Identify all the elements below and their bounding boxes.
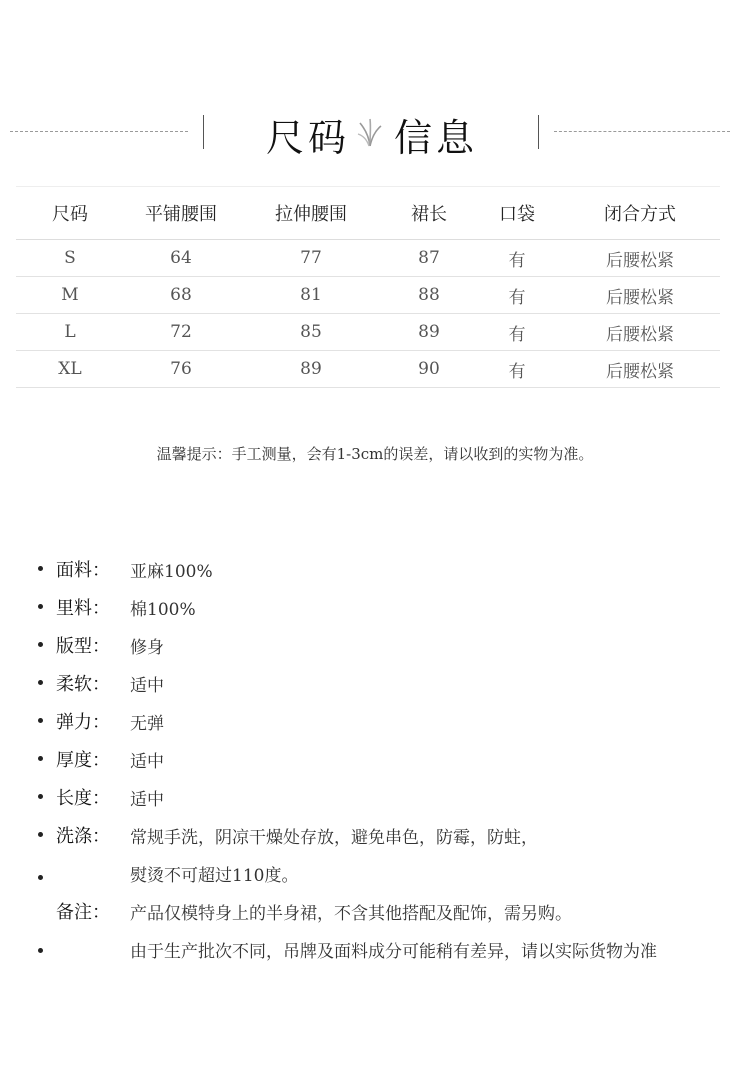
bullet <box>38 642 43 647</box>
table-cell: 有 <box>474 314 560 351</box>
detail-label-thickness: 厚度： <box>56 750 110 771</box>
bullet <box>38 948 43 953</box>
table-cell: 后腰松紧 <box>560 314 720 351</box>
detail-value-elasticity: 无弹 <box>130 714 164 734</box>
table-row <box>16 351 720 388</box>
table-cell: 85 <box>238 314 384 351</box>
size-table <box>16 186 720 388</box>
detail-label-elasticity: 弹力： <box>56 712 110 733</box>
detail-label-lining: 里料： <box>56 598 110 619</box>
bullet <box>38 832 43 837</box>
grass-leaf-icon <box>357 117 383 147</box>
table-row <box>16 314 720 351</box>
detail-label-remarks: 备注： <box>56 902 110 923</box>
dashed-divider-left <box>10 131 188 132</box>
table-cell: XL <box>16 351 124 388</box>
detail-label-fabric: 面料： <box>56 560 110 581</box>
table-cell: 81 <box>238 277 384 314</box>
table-cell: 64 <box>124 240 238 277</box>
table-row <box>16 277 720 314</box>
table-cell: 有 <box>474 240 560 277</box>
table-cell: 72 <box>124 314 238 351</box>
table-cell: 88 <box>384 277 474 314</box>
detail-label-softness: 柔软： <box>56 674 110 695</box>
detail-value-washing-line2: 熨烫不可超过110度。 <box>130 866 299 886</box>
table-cell: 后腰松紧 <box>560 351 720 388</box>
table-cell: 90 <box>384 351 474 388</box>
table-cell: 后腰松紧 <box>560 240 720 277</box>
detail-value-length: 适中 <box>130 790 164 810</box>
title-info: 信息 <box>394 116 479 160</box>
table-cell: 87 <box>384 240 474 277</box>
detail-value-thickness: 适中 <box>130 752 164 772</box>
table-cell: 77 <box>238 240 384 277</box>
dashed-divider-right <box>554 131 730 132</box>
detail-label-fit: 版型： <box>56 636 110 657</box>
vertical-divider-left <box>203 115 204 149</box>
detail-value-remarks-line2: 由于生产批次不同，吊牌及面料成分可能稍有差异，请以实际货物为准 <box>130 942 657 962</box>
col-header-size: 尺码 <box>16 187 124 240</box>
table-header-row <box>16 187 720 240</box>
table-row <box>16 240 720 277</box>
table-cell: S <box>16 240 124 277</box>
detail-value-fit: 修身 <box>130 638 164 658</box>
bullet <box>38 680 43 685</box>
col-header-closure: 闭合方式 <box>560 187 720 240</box>
table-cell: 76 <box>124 351 238 388</box>
detail-value-fabric: 亚麻100% <box>130 562 213 582</box>
detail-label-washing: 洗涤： <box>56 826 110 847</box>
bullet <box>38 566 43 571</box>
col-header-length: 裙长 <box>384 187 474 240</box>
col-header-stretch-waist: 拉伸腰围 <box>238 187 384 240</box>
vertical-divider-right <box>538 115 539 149</box>
table-cell: M <box>16 277 124 314</box>
measurement-tip: 温馨提示：手工测量，会有1-3cm的误差，请以收到的实物为准。 <box>156 445 594 463</box>
col-header-pocket: 口袋 <box>474 187 560 240</box>
col-header-flat-waist: 平铺腰围 <box>124 187 238 240</box>
table-cell: 有 <box>474 277 560 314</box>
section-header <box>0 95 750 170</box>
table-cell: 后腰松紧 <box>560 277 720 314</box>
table-cell: 89 <box>384 314 474 351</box>
table-cell: 68 <box>124 277 238 314</box>
title-size: 尺码 <box>266 116 351 160</box>
bullet <box>38 875 43 880</box>
bullet <box>38 794 43 799</box>
bullet <box>38 604 43 609</box>
detail-label-length: 长度： <box>56 788 110 809</box>
detail-value-remarks: 产品仅模特身上的半身裙，不含其他搭配及配饰，需另购。 <box>130 904 572 924</box>
detail-value-softness: 适中 <box>130 676 164 696</box>
detail-value-washing: 常规手洗，阴凉干燥处存放，避免串色，防霉，防蛀， <box>130 828 538 848</box>
bullet <box>38 718 43 723</box>
table-cell: L <box>16 314 124 351</box>
bullet <box>38 756 43 761</box>
table-cell: 有 <box>474 351 560 388</box>
detail-value-lining: 棉100% <box>130 600 196 620</box>
table-cell: 89 <box>238 351 384 388</box>
